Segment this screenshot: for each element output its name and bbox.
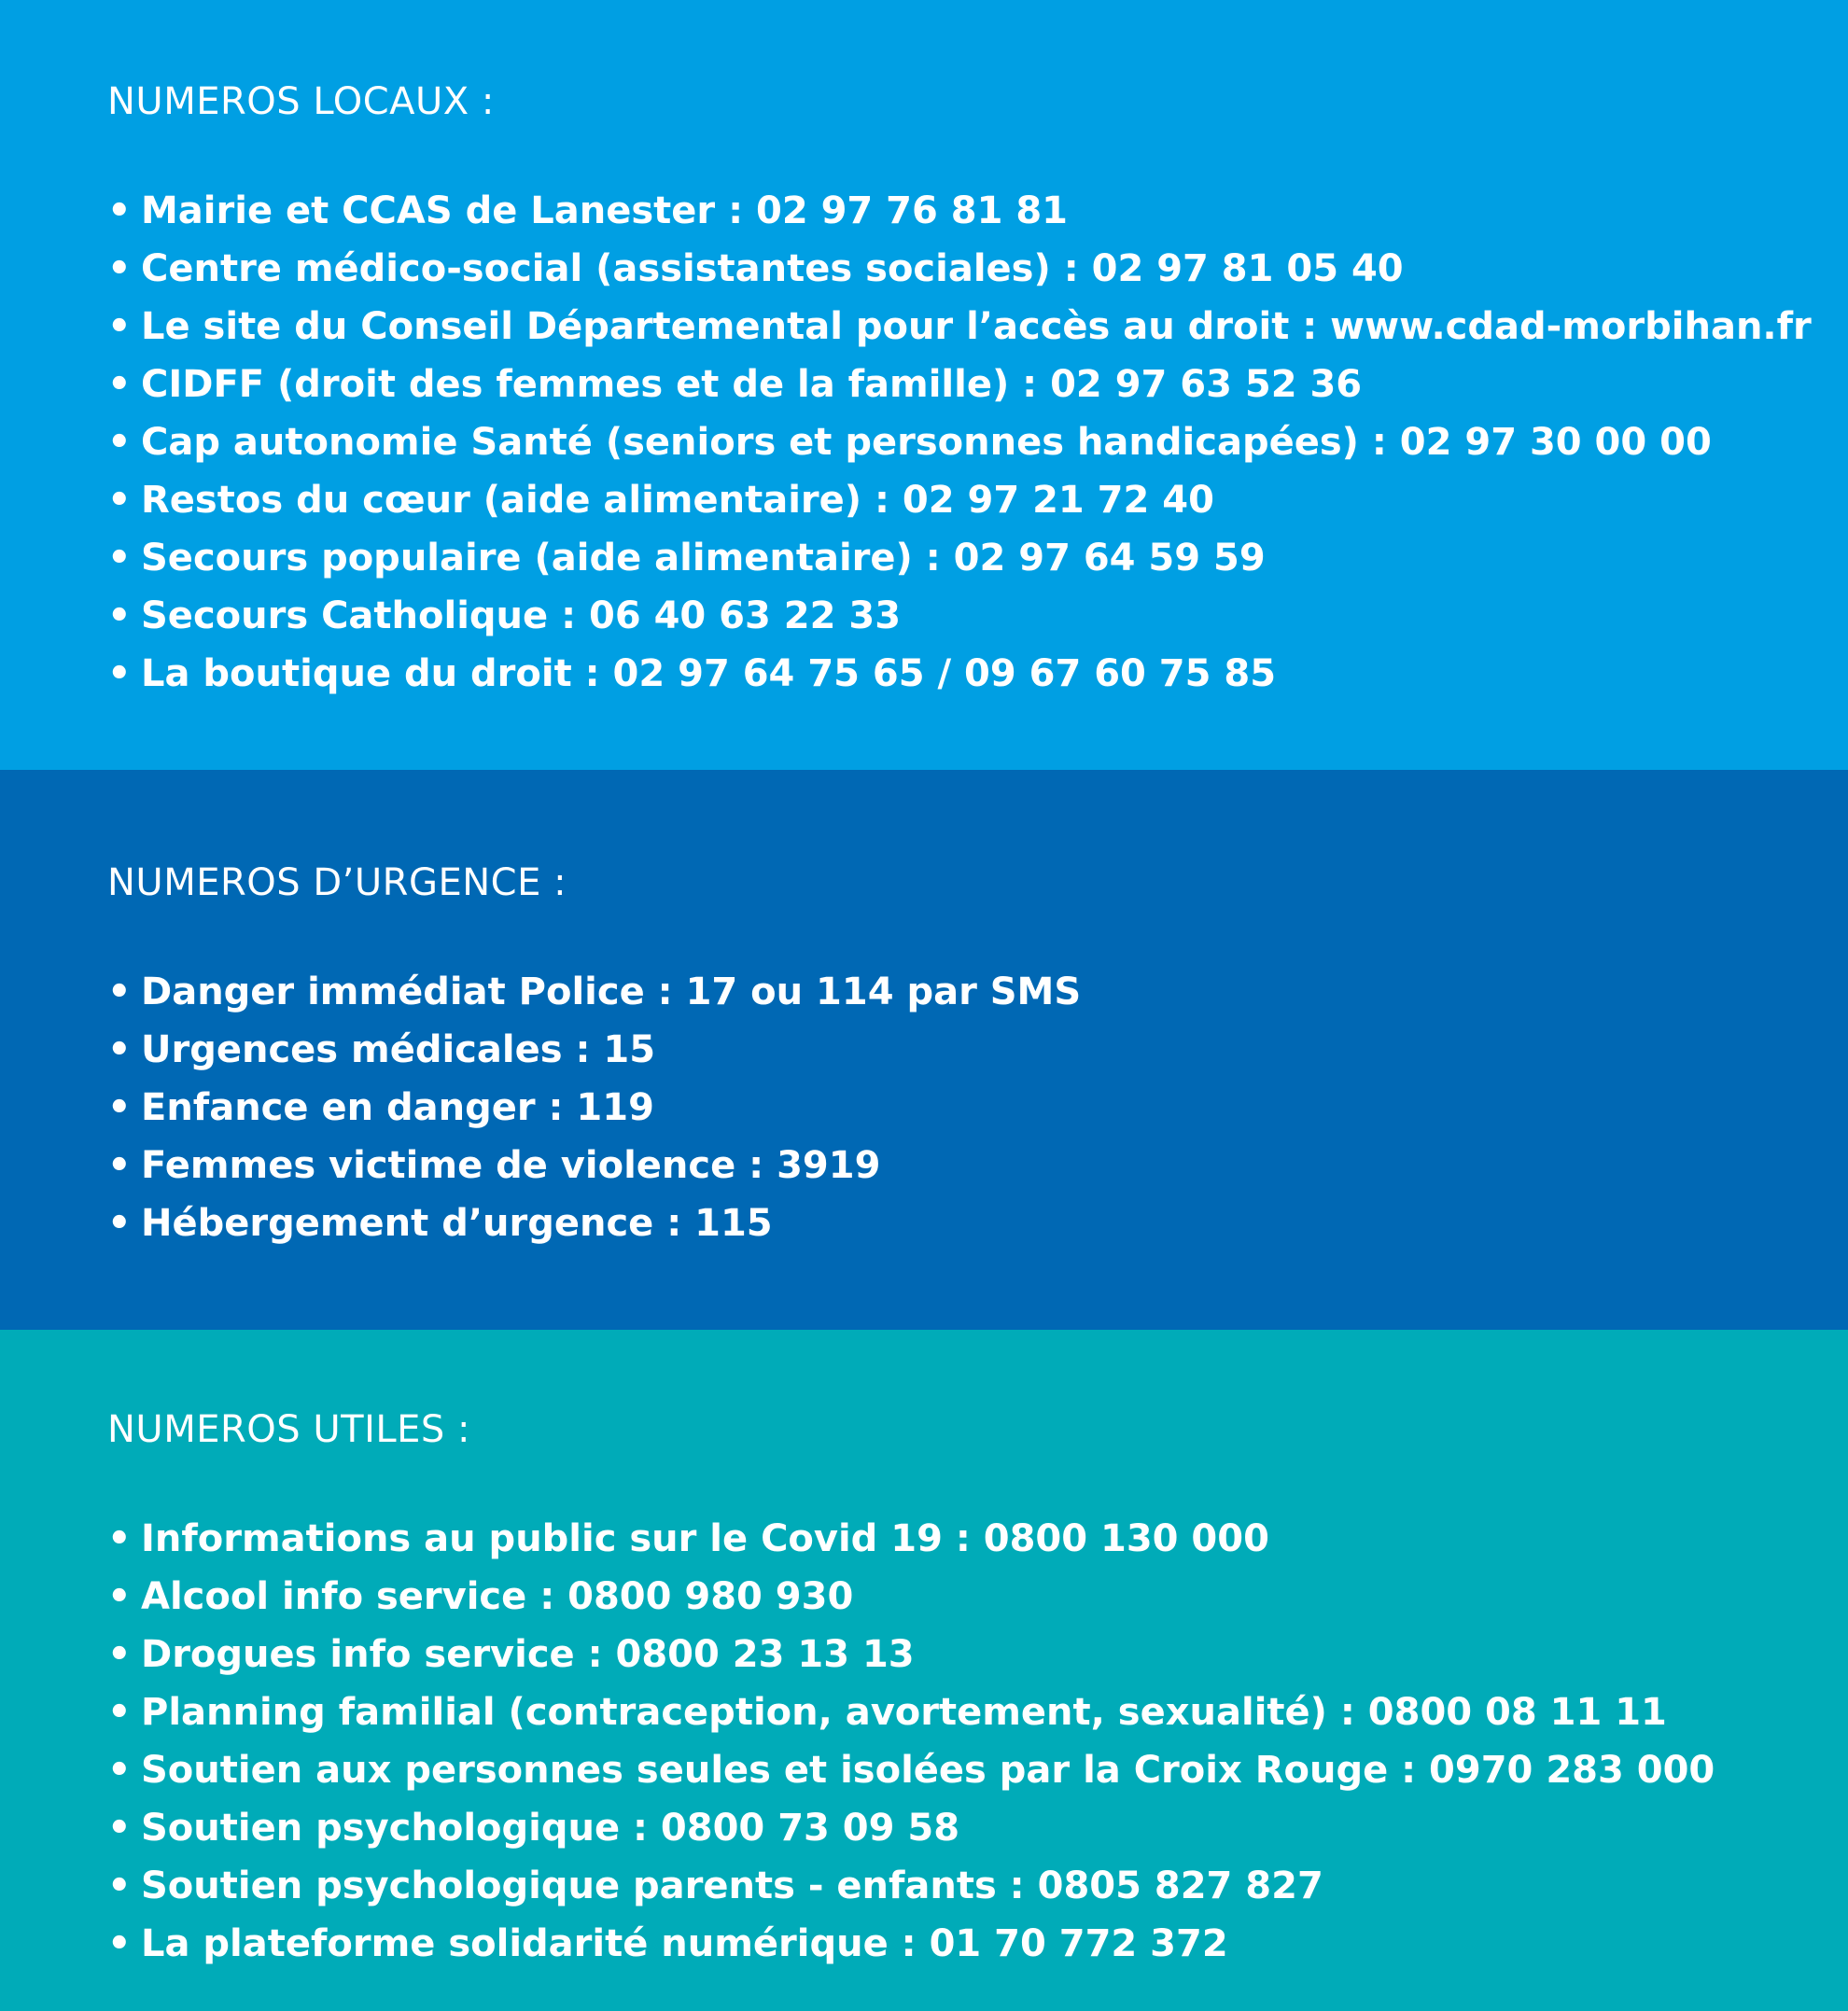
- list-item-text: Planning familial (contraception, avortement, sexualité) : 0800 08 11 11: [141, 1691, 1667, 1734]
- section-heading: NUMEROS UTILES :: [107, 1408, 471, 1451]
- bullet-icon: •: [107, 421, 132, 464]
- list-item: [107, 1799, 1715, 1857]
- list-item-text: Hébergement d’urgence : 115: [141, 1202, 773, 1245]
- list-item-text: CIDFF (droit des femmes et de la famille) : 02 97 63 52 36: [141, 363, 1363, 406]
- list-item-text: Mairie et CCAS de Lanester : 02 97 76 81 81: [141, 189, 1069, 232]
- list-item: [107, 587, 1812, 645]
- bullet-icon: •: [107, 247, 132, 290]
- bullet-icon: •: [107, 305, 132, 348]
- bullet-icon: •: [107, 1922, 132, 1965]
- bullet-icon: •: [107, 1864, 132, 1907]
- list-item: [107, 240, 1812, 298]
- section-numeros-locaux: [0, 0, 1848, 770]
- list-item: [107, 471, 1812, 529]
- section-numeros-utiles: [0, 1330, 1848, 2011]
- list-item: [107, 1194, 1081, 1252]
- bullet-icon: •: [107, 1517, 132, 1560]
- list-item-text: La boutique du droit : 02 97 64 75 65 / 09 67 60 75 85: [141, 652, 1277, 695]
- list-item-text: Cap autonomie Santé (seniors et personnes handicapées) : 02 97 30 00 00: [141, 421, 1712, 464]
- list-item-text: Urgences médicales : 15: [141, 1028, 656, 1071]
- list-item-text: Restos du cœur (aide alimentaire) : 02 97 21 72 40: [141, 479, 1214, 522]
- list-item-text: Secours populaire (aide alimentaire) : 02 97 64 59 59: [141, 537, 1266, 580]
- bullet-icon: •: [107, 971, 132, 1013]
- bullet-icon: •: [107, 363, 132, 406]
- bullet-icon: •: [107, 1575, 132, 1618]
- bullet-icon: •: [107, 537, 132, 580]
- list-item: [107, 298, 1812, 356]
- list-item-text: Danger immédiat Police : 17 ou 114 par SMS: [141, 971, 1082, 1013]
- bullet-icon: •: [107, 594, 132, 637]
- list-item: [107, 1626, 1715, 1683]
- bullet-icon: •: [107, 1633, 132, 1676]
- list-item-text: Femmes victime de violence : 3919: [141, 1144, 881, 1187]
- list-item: [107, 1021, 1081, 1079]
- list-item: [107, 182, 1812, 240]
- list-item: [107, 1915, 1715, 1973]
- list-item-text: Drogues info service : 0800 23 13 13: [141, 1633, 915, 1676]
- list-item-text: La plateforme solidarité numérique : 01 70 772 372: [141, 1922, 1228, 1965]
- list-item: [107, 963, 1081, 1021]
- bullet-icon: •: [107, 189, 132, 232]
- phone-list: [107, 182, 1812, 703]
- list-item: [107, 645, 1812, 703]
- phone-list: [107, 963, 1081, 1252]
- list-item-text: Le site du Conseil Départemental pour l’accès au droit : www.cdad-morbihan.fr: [141, 305, 1812, 348]
- list-item-text: Secours Catholique : 06 40 63 22 33: [141, 594, 902, 637]
- list-item: [107, 356, 1812, 413]
- list-item: [107, 1510, 1715, 1568]
- bullet-icon: •: [107, 652, 132, 695]
- section-numeros-urgence: [0, 770, 1848, 1330]
- list-item-text: Soutien psychologique parents - enfants : 0805 827 827: [141, 1864, 1323, 1907]
- bullet-icon: •: [107, 1144, 132, 1187]
- list-item: [107, 1568, 1715, 1626]
- list-item-text: Centre médico-social (assistantes sociales) : 02 97 81 05 40: [141, 247, 1404, 290]
- bullet-icon: •: [107, 1028, 132, 1071]
- phone-list: [107, 1510, 1715, 1973]
- list-item-text: Soutien psychologique : 0800 73 09 58: [141, 1807, 960, 1850]
- list-item-text: Enfance en danger : 119: [141, 1086, 654, 1129]
- list-item-text: Alcool info service : 0800 980 930: [141, 1575, 854, 1618]
- list-item: [107, 413, 1812, 471]
- list-item: [107, 1137, 1081, 1194]
- bullet-icon: •: [107, 1086, 132, 1129]
- section-heading: NUMEROS D’URGENCE :: [107, 861, 567, 904]
- bullet-icon: •: [107, 1807, 132, 1850]
- section-heading: NUMEROS LOCAUX :: [107, 80, 495, 123]
- bullet-icon: •: [107, 1749, 132, 1792]
- bullet-icon: •: [107, 1691, 132, 1734]
- list-item: [107, 1741, 1715, 1799]
- bullet-icon: •: [107, 1202, 132, 1245]
- list-item: [107, 529, 1812, 587]
- list-item: [107, 1857, 1715, 1915]
- list-item: [107, 1683, 1715, 1741]
- list-item-text: Soutien aux personnes seules et isolées par la Croix Rouge : 0970 283 000: [141, 1749, 1715, 1792]
- list-item: [107, 1079, 1081, 1137]
- list-item-text: Informations au public sur le Covid 19 : 0800 130 000: [141, 1517, 1269, 1560]
- bullet-icon: •: [107, 479, 132, 522]
